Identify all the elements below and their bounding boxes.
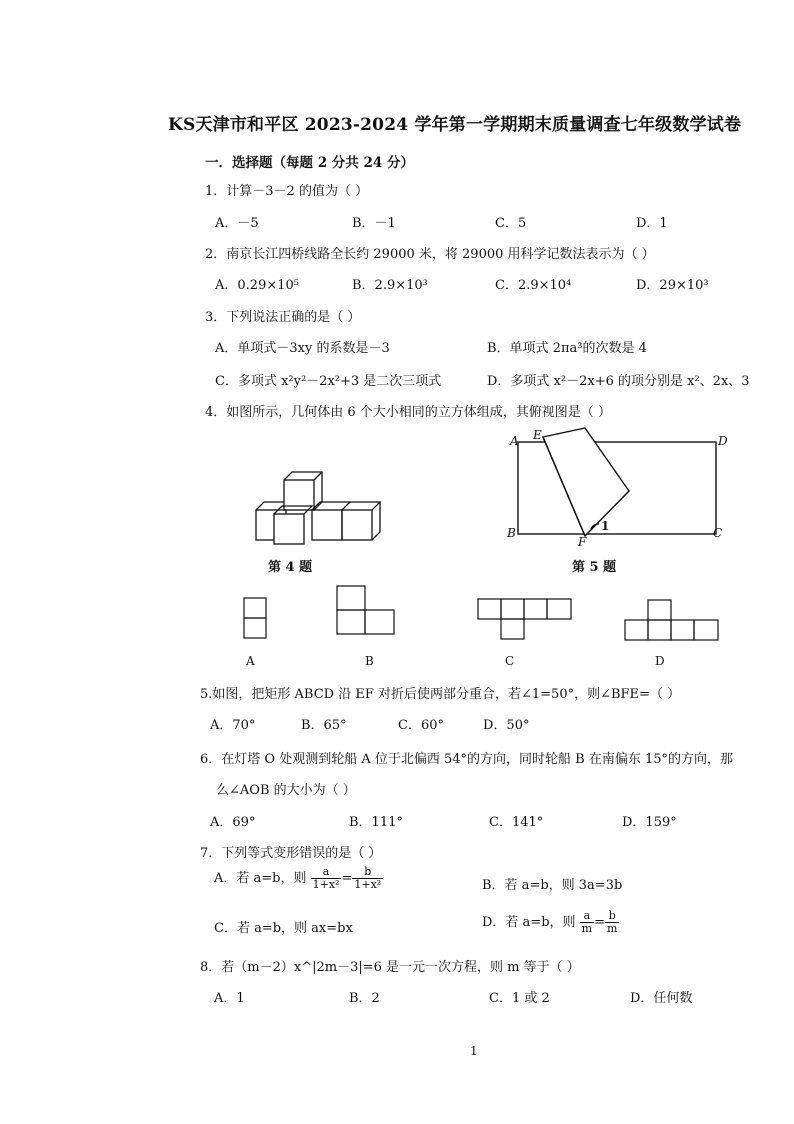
- q5-label-a: A: [510, 434, 519, 448]
- q5-angle-label: 1: [601, 519, 610, 533]
- section-heading: 一．选择题（每题 2 分共 24 分）: [205, 155, 414, 171]
- q8-option-a: A．1: [214, 991, 245, 1006]
- q2-option-a: A．0.29×10⁵: [215, 278, 299, 293]
- q7-d-den-right: m: [607, 922, 618, 935]
- q4-option-d-figure: [624, 599, 724, 643]
- q4-figure-caption: 第 4 题: [268, 560, 313, 575]
- q4-option-d-label: D: [655, 654, 665, 668]
- q7-a-equals: =: [341, 871, 353, 886]
- q6-option-d: D．159°: [622, 815, 677, 830]
- q5-option-d: D．50°: [483, 718, 530, 733]
- q4-stem: 4．如图所示，几何体由 6 个大小相同的立方体组成，其俯视图是（ ）: [205, 405, 611, 420]
- q5-stem: 5.如图，把矩形 ABCD 沿 EF 对折后使两部分重合，若∠1=50°，则∠BFE=（ ）: [200, 687, 681, 702]
- q5-option-a: A．70°: [210, 718, 256, 733]
- q3-option-c: C．多项式 x²y²－2x²+3 是二次三项式: [215, 374, 442, 389]
- q7-option-c: C．若 a=b，则 ax=bx: [214, 921, 353, 936]
- q2-option-c: C．2.9×10⁴: [495, 278, 572, 293]
- q7-option-d: [482, 910, 619, 935]
- q7-d-num-left: a: [580, 910, 594, 923]
- q6-stem-line1: 6．在灯塔 O 处观测到轮船 A 位于北偏西 54°的方向，同时轮船 B 在南偏东 15°的方向，那: [200, 752, 734, 767]
- q3-stem: 3．下列说法正确的是（ ）: [205, 310, 361, 325]
- q1-option-d: D．1: [636, 216, 668, 231]
- q1-option-a: A．－5: [215, 216, 259, 231]
- exam-title: KS天津市和平区 2023-2024 学年第一学期期末质量调查七年级数学试卷: [168, 115, 742, 135]
- q4-cube-solid-figure: [250, 468, 390, 548]
- q4-option-c-figure: [477, 598, 577, 642]
- q3-option-d: D．多项式 x²－2x+6 的项分别是 x²、2x、3: [487, 374, 750, 389]
- q5-label-e: E: [533, 428, 542, 442]
- q7-option-d-fraction-right: [605, 910, 619, 935]
- q7-option-d-prefix: D．若 a=b，则: [482, 915, 576, 930]
- q2-stem: 2．南京长江四桥线路全长约 29000 米，将 29000 用科学记数法表示为（ ）: [205, 247, 655, 262]
- q4-option-a-figure: [243, 597, 269, 641]
- q1-stem: 1．计算－3－2 的值为（ ）: [205, 184, 369, 199]
- q4-option-b-figure: [336, 585, 398, 637]
- q7-option-a-fraction-right: [352, 866, 383, 891]
- q5-label-c: C: [713, 526, 723, 540]
- q7-option-a-fraction-left: [311, 866, 342, 891]
- q3-option-b: B．单项式 2πa³的次数是 4: [487, 341, 647, 356]
- q2-option-b: B．2.9×10³: [352, 278, 428, 293]
- q8-option-d: D．任何数: [630, 991, 693, 1006]
- q6-option-c: C．141°: [489, 815, 544, 830]
- q6-option-a: A．69°: [210, 815, 256, 830]
- q1-option-c: C．5: [495, 216, 527, 231]
- q7-d-equals: =: [594, 915, 606, 930]
- q5-label-b: B: [507, 526, 516, 540]
- q2-option-d: D．29×10³: [636, 278, 709, 293]
- q7-option-a-prefix: A．若 a=b，则: [214, 871, 307, 886]
- q7-option-d-fraction-left: [580, 910, 594, 935]
- q4-option-c-label: C: [505, 654, 515, 668]
- q1-option-b: B．－1: [352, 216, 396, 231]
- q8-option-b: B．2: [349, 991, 380, 1006]
- q3-option-a: A．单项式－3xy 的系数是－3: [215, 341, 390, 356]
- q5-rectangle-fold-figure: [505, 425, 735, 550]
- q7-option-a: [214, 866, 383, 891]
- q7-a-den-right: 1+x²: [354, 878, 382, 891]
- q6-option-b: B．111°: [349, 815, 403, 830]
- q5-label-f: F: [578, 535, 587, 549]
- page-number: 1: [470, 1044, 478, 1058]
- q4-option-b-label: B: [365, 654, 374, 668]
- q7-a-den-left: 1+x²: [312, 878, 340, 891]
- q5-option-c: C．60°: [398, 718, 444, 733]
- q6-stem-line2: 么∠AOB 的大小为（ ）: [216, 783, 356, 798]
- q4-option-a-label: A: [246, 654, 255, 668]
- q5-label-d: D: [718, 434, 728, 448]
- q7-a-num-right: b: [352, 866, 383, 879]
- q7-d-den-left: m: [581, 922, 593, 935]
- q8-stem: 8．若（m－2）x^|2m－3|=6 是一元一次方程，则 m 等于（ ）: [200, 960, 580, 975]
- q5-option-b: B．65°: [301, 718, 347, 733]
- q7-option-b: B．若 a=b，则 3a=3b: [482, 878, 623, 893]
- q7-a-num-left: a: [311, 866, 342, 879]
- q7-d-num-right: b: [605, 910, 619, 923]
- q8-option-c: C．1 或 2: [489, 991, 550, 1006]
- q5-figure-caption: 第 5 题: [572, 560, 617, 575]
- q7-stem: 7．下列等式变形错误的是（ ）: [200, 846, 382, 861]
